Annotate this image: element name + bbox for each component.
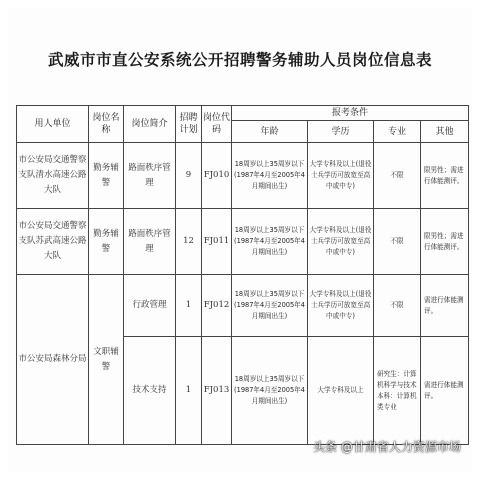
cell-category: 文职辅警	[89, 275, 124, 445]
cell-other: 需进行体能测评。	[421, 275, 469, 337]
cell-edu: 大学专科及以上	[308, 337, 374, 445]
cell-code: FJ010	[202, 143, 232, 209]
cell-other: 需进行体能测评。	[421, 337, 469, 445]
cell-age: 18周岁以上35周岁以下(1987年4月至2005年4月期间出生)	[232, 275, 308, 337]
cell-edu: 大学专科及以上(退役士兵学历可放宽至高中或中专)	[308, 275, 374, 337]
cell-desc: 技术支持	[124, 337, 176, 445]
header-row-1	[17, 106, 469, 121]
table-row	[17, 275, 469, 337]
cell-other: 限男性；需进行体能测评。	[421, 143, 469, 209]
cell-edu: 大学专科及以上(退役士兵学历可放宽至高中或中专)	[308, 209, 374, 275]
cell-desc: 行政管理	[124, 275, 176, 337]
table-row	[17, 143, 469, 209]
cell-count: 1	[176, 337, 202, 445]
cell-count: 1	[176, 275, 202, 337]
cell-count: 12	[176, 209, 202, 275]
header-unit: 用人单位	[17, 106, 89, 143]
page-title: 武威市市直公安系统公开招聘警务辅助人员岗位信息表	[47, 50, 432, 69]
cell-code: FJ012	[202, 275, 232, 337]
cell-category: 勤务辅警	[89, 143, 124, 209]
cell-desc: 路面秩序管理	[124, 143, 176, 209]
cell-other: 限男性；需进行体能测评。	[421, 209, 469, 275]
header-conditions: 报考条件	[232, 106, 469, 121]
document-page	[8, 8, 472, 472]
cell-category: 勤务辅警	[89, 209, 124, 275]
header-category: 岗位名称	[89, 106, 124, 143]
header-major: 专业	[374, 121, 421, 143]
header-code: 岗位代码	[202, 106, 232, 143]
cell-age: 18周岁以上35周岁以下(1987年4月至2005年4月期间出生)	[232, 337, 308, 445]
header-age: 年龄	[232, 121, 308, 143]
header-edu: 学历	[308, 121, 374, 143]
table-row	[17, 209, 469, 275]
cell-major: 不限	[374, 143, 421, 209]
cell-count: 9	[176, 143, 202, 209]
cell-code: FJ013	[202, 337, 232, 445]
header-count: 招聘计划	[176, 106, 202, 143]
cell-edu: 大学专科及以上(退役士兵学历可放宽至高中或中专)	[308, 143, 374, 209]
header-other: 其他	[421, 121, 469, 143]
cell-code: FJ011	[202, 209, 232, 275]
cell-unit: 市公安局交通警察支队苏武高速公路大队	[17, 209, 89, 275]
header-desc: 岗位简介	[124, 106, 176, 143]
cell-major: 不限	[374, 275, 421, 337]
cell-unit: 市公安局森林分局	[17, 275, 89, 445]
watermark-text: 头条 @甘肃省人力资源市场	[313, 440, 461, 454]
cell-age: 18周岁以上35周岁以下(1987年4月至2005年4月期间出生)	[232, 209, 308, 275]
cell-unit: 市公安局交通警察支队清水高速公路大队	[17, 143, 89, 209]
cell-major: 不限	[374, 209, 421, 275]
cell-age: 18周岁以上35周岁以下(1987年4月至2005年4月期间出生)	[232, 143, 308, 209]
cell-major: 研究生：计算机科学与技术本科：计算机类专业	[374, 337, 421, 445]
job-table	[16, 105, 469, 445]
cell-desc: 路面秩序管理	[124, 209, 176, 275]
